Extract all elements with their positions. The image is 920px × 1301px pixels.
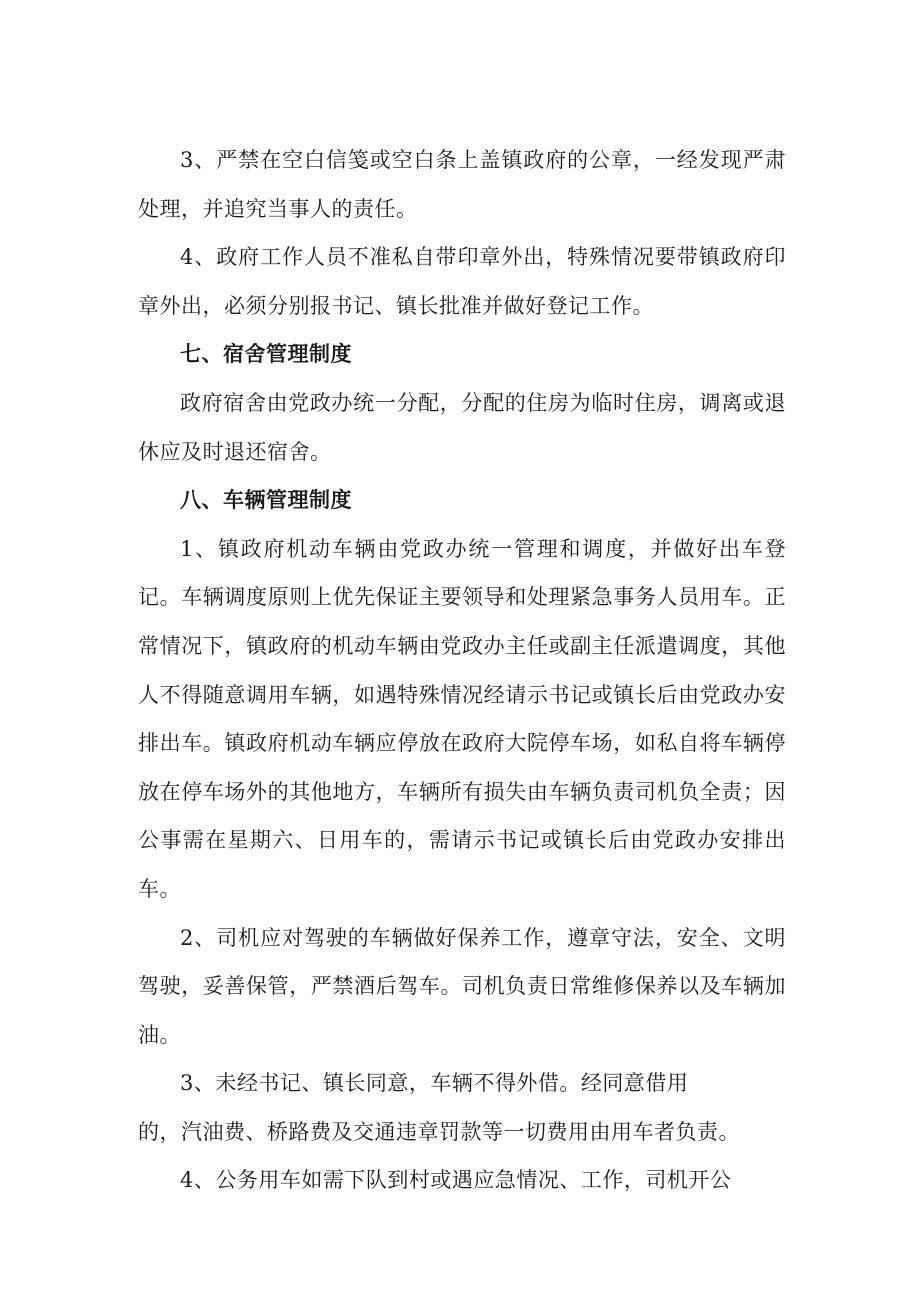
section-heading-dormitory: 七、宿舍管理制度 [180, 342, 352, 367]
paragraph-official-vehicle-use: 4、公务用车如需下队到村或遇应急情况、工作，司机开公 [180, 1168, 732, 1193]
document-body [138, 136, 786, 1205]
section-heading-vehicle: 八、车辆管理制度 [180, 488, 352, 513]
paragraph-dormitory-allocation: 政府宿舍由党政办统一分配，分配的住房为临时住房，调离或退休应及时退还宿舍。 [138, 390, 786, 464]
paragraph-vehicle-dispatch: 1、镇政府机动车辆由党政办统一管理和调度，并做好出车登记。车辆调度原则上优先保证主要领导和处理紧急事务人员用车。正常情况下，镇政府的机动车辆由党政办主任或副主任派遣调度，其他人不得随意调用车辆，如遇特殊情况经请示书记或镇长后由党政办安排出车。镇政府机动车辆应停放在政府大院停车场，如私自将车辆停放在停车场外的其他地方，车辆所有损失由车辆负责司机负全责；因公事需在星期六、日用车的，需请示书记或镇长后由党政办安排出车。 [138, 536, 786, 901]
paragraph-vehicle-maintenance: 2、司机应对驾驶的车辆做好保养工作，遵章守法，安全、文明驾驶，妥善保管，严禁酒后驾车。司机负责日常维修保养以及车辆加油。 [138, 925, 786, 1047]
paragraph-seal-take-out: 4、政府工作人员不准私自带印章外出，特殊情况要带镇政府印章外出，必须分别报书记、镇长批准并做好登记工作。 [138, 245, 786, 318]
paragraph-vehicle-lending-line-1: 3、未经书记、镇长同意，车辆不得外借。经同意借用 [180, 1071, 689, 1096]
paragraph-seal-blank-paper: 3、严禁在空白信笺或空白条上盖镇政府的公章，一经发现严肃处理，并追究当事人的责任。 [138, 148, 786, 221]
paragraph-vehicle-lending-line-2: 的，汽油费、桥路费及交通违章罚款等一切费用由用车者负责。 [138, 1119, 740, 1144]
paragraph-vehicle-lending [138, 1059, 786, 1156]
